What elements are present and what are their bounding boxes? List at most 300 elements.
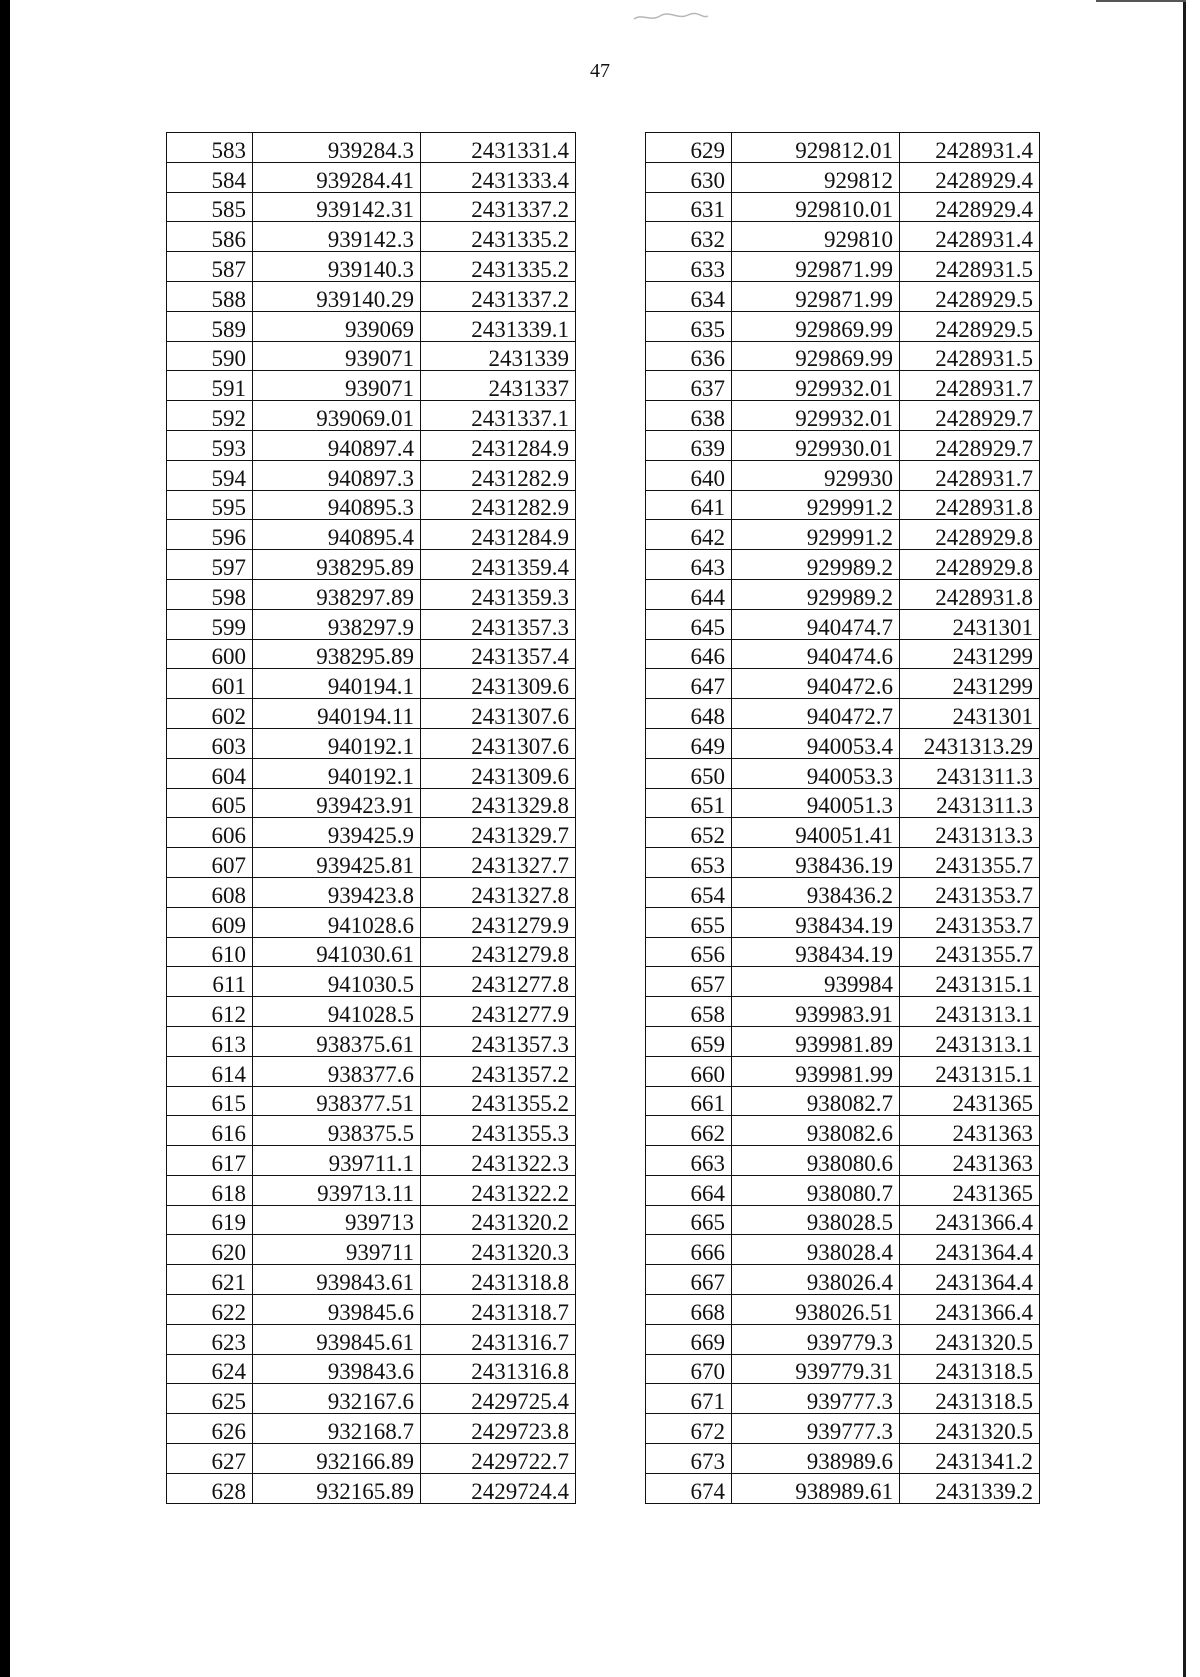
y-coordinate-cell: 2428931.5 xyxy=(900,341,1040,371)
table-row xyxy=(646,460,1040,490)
table-row xyxy=(646,490,1040,520)
y-coordinate-cell: 2431315.1 xyxy=(900,1056,1040,1086)
table-row xyxy=(167,430,576,460)
y-coordinate-cell: 2431322.3 xyxy=(421,1146,576,1176)
y-coordinate-cell: 2429722.7 xyxy=(421,1444,576,1474)
scan-edge-top xyxy=(1096,0,1186,2)
x-coordinate-cell: 932168.7 xyxy=(253,1414,421,1444)
y-coordinate-cell: 2431315.1 xyxy=(900,967,1040,997)
x-coordinate-cell: 940472.6 xyxy=(732,669,900,699)
x-coordinate-cell: 939071 xyxy=(253,341,421,371)
y-coordinate-cell: 2431320.2 xyxy=(421,1205,576,1235)
y-coordinate-cell: 2431339 xyxy=(421,341,576,371)
table-row xyxy=(167,579,576,609)
point-number-cell: 619 xyxy=(167,1205,253,1235)
table-row xyxy=(167,997,576,1027)
x-coordinate-cell: 939425.81 xyxy=(253,848,421,878)
table-row xyxy=(646,728,1040,758)
point-number-cell: 645 xyxy=(646,609,732,639)
point-number-cell: 595 xyxy=(167,490,253,520)
x-coordinate-cell: 939423.91 xyxy=(253,788,421,818)
x-coordinate-cell: 938434.19 xyxy=(732,907,900,937)
point-number-cell: 644 xyxy=(646,579,732,609)
point-number-cell: 670 xyxy=(646,1354,732,1384)
table-row xyxy=(167,1265,576,1295)
y-coordinate-cell: 2428929.7 xyxy=(900,401,1040,431)
y-coordinate-cell: 2428931.7 xyxy=(900,371,1040,401)
x-coordinate-cell: 939981.99 xyxy=(732,1056,900,1086)
table-row xyxy=(646,699,1040,729)
table-row xyxy=(646,341,1040,371)
point-number-cell: 610 xyxy=(167,937,253,967)
y-coordinate-cell: 2431299 xyxy=(900,639,1040,669)
table-row xyxy=(646,848,1040,878)
x-coordinate-cell: 940897.4 xyxy=(253,430,421,460)
y-coordinate-cell: 2431313.3 xyxy=(900,818,1040,848)
table-row xyxy=(167,1175,576,1205)
x-coordinate-cell: 929871.99 xyxy=(732,252,900,282)
point-number-cell: 622 xyxy=(167,1295,253,1325)
x-coordinate-cell: 940472.7 xyxy=(732,699,900,729)
point-number-cell: 627 xyxy=(167,1444,253,1474)
x-coordinate-cell: 938080.7 xyxy=(732,1175,900,1205)
y-coordinate-cell: 2431363 xyxy=(900,1146,1040,1176)
point-number-cell: 638 xyxy=(646,401,732,431)
point-number-cell: 626 xyxy=(167,1414,253,1444)
y-coordinate-cell: 2431355.2 xyxy=(421,1086,576,1116)
table-row xyxy=(646,192,1040,222)
y-coordinate-cell: 2431359.4 xyxy=(421,550,576,580)
x-coordinate-cell: 932165.89 xyxy=(253,1473,421,1503)
table-row xyxy=(646,788,1040,818)
point-number-cell: 606 xyxy=(167,818,253,848)
point-number-cell: 666 xyxy=(646,1235,732,1265)
y-coordinate-cell: 2428931.8 xyxy=(900,490,1040,520)
x-coordinate-cell: 939843.6 xyxy=(253,1354,421,1384)
table-row xyxy=(167,252,576,282)
point-number-cell: 635 xyxy=(646,311,732,341)
table-row xyxy=(167,1444,576,1474)
y-coordinate-cell: 2431309.6 xyxy=(421,669,576,699)
point-number-cell: 618 xyxy=(167,1175,253,1205)
point-number-cell: 648 xyxy=(646,699,732,729)
x-coordinate-cell: 939069.01 xyxy=(253,401,421,431)
table-row xyxy=(167,907,576,937)
point-number-cell: 599 xyxy=(167,609,253,639)
point-number-cell: 615 xyxy=(167,1086,253,1116)
scan-edge-left xyxy=(0,0,10,1677)
point-number-cell: 616 xyxy=(167,1116,253,1146)
x-coordinate-cell: 938082.7 xyxy=(732,1086,900,1116)
y-coordinate-cell: 2428931.7 xyxy=(900,460,1040,490)
point-number-cell: 628 xyxy=(167,1473,253,1503)
y-coordinate-cell: 2431333.4 xyxy=(421,162,576,192)
point-number-cell: 624 xyxy=(167,1354,253,1384)
y-coordinate-cell: 2431309.6 xyxy=(421,758,576,788)
x-coordinate-cell: 939069 xyxy=(253,311,421,341)
x-coordinate-cell: 940051.41 xyxy=(732,818,900,848)
table-row xyxy=(646,1295,1040,1325)
y-coordinate-cell: 2431353.7 xyxy=(900,877,1040,907)
y-coordinate-cell: 2431366.4 xyxy=(900,1295,1040,1325)
table-row xyxy=(646,907,1040,937)
point-number-cell: 587 xyxy=(167,252,253,282)
table-row xyxy=(646,1354,1040,1384)
table-row xyxy=(167,967,576,997)
y-coordinate-cell: 2431337 xyxy=(421,371,576,401)
scan-smudge-mark xyxy=(630,10,710,24)
table-row xyxy=(167,758,576,788)
table-row xyxy=(646,1205,1040,1235)
point-number-cell: 668 xyxy=(646,1295,732,1325)
point-number-cell: 598 xyxy=(167,579,253,609)
table-row xyxy=(167,133,576,163)
point-number-cell: 663 xyxy=(646,1146,732,1176)
point-number-cell: 602 xyxy=(167,699,253,729)
table-row xyxy=(167,937,576,967)
point-number-cell: 607 xyxy=(167,848,253,878)
page-number: 47 xyxy=(590,60,610,82)
x-coordinate-cell: 929869.99 xyxy=(732,311,900,341)
table-row xyxy=(646,609,1040,639)
point-number-cell: 637 xyxy=(646,371,732,401)
table-row xyxy=(646,222,1040,252)
y-coordinate-cell: 2428929.5 xyxy=(900,311,1040,341)
x-coordinate-cell: 939284.3 xyxy=(253,133,421,163)
point-number-cell: 586 xyxy=(167,222,253,252)
y-coordinate-cell: 2431357.3 xyxy=(421,609,576,639)
x-coordinate-cell: 938375.61 xyxy=(253,1026,421,1056)
y-coordinate-cell: 2431322.2 xyxy=(421,1175,576,1205)
table-row xyxy=(167,1354,576,1384)
y-coordinate-cell: 2431313.1 xyxy=(900,997,1040,1027)
x-coordinate-cell: 938377.6 xyxy=(253,1056,421,1086)
y-coordinate-cell: 2431316.8 xyxy=(421,1354,576,1384)
table-row xyxy=(646,311,1040,341)
y-coordinate-cell: 2429724.4 xyxy=(421,1473,576,1503)
y-coordinate-cell: 2431364.4 xyxy=(900,1265,1040,1295)
point-number-cell: 611 xyxy=(167,967,253,997)
x-coordinate-cell: 941030.61 xyxy=(253,937,421,967)
point-number-cell: 654 xyxy=(646,877,732,907)
point-number-cell: 600 xyxy=(167,639,253,669)
point-number-cell: 583 xyxy=(167,133,253,163)
x-coordinate-cell: 938434.19 xyxy=(732,937,900,967)
point-number-cell: 636 xyxy=(646,341,732,371)
x-coordinate-cell: 939071 xyxy=(253,371,421,401)
x-coordinate-cell: 939711.1 xyxy=(253,1146,421,1176)
y-coordinate-cell: 2431279.8 xyxy=(421,937,576,967)
point-number-cell: 596 xyxy=(167,520,253,550)
y-coordinate-cell: 2429725.4 xyxy=(421,1384,576,1414)
point-number-cell: 631 xyxy=(646,192,732,222)
table-row xyxy=(167,1146,576,1176)
x-coordinate-cell: 929930 xyxy=(732,460,900,490)
point-number-cell: 613 xyxy=(167,1026,253,1056)
table-row xyxy=(167,818,576,848)
x-coordinate-cell: 940474.7 xyxy=(732,609,900,639)
point-number-cell: 651 xyxy=(646,788,732,818)
y-coordinate-cell: 2431355.7 xyxy=(900,848,1040,878)
table-row xyxy=(646,758,1040,788)
y-coordinate-cell: 2431327.7 xyxy=(421,848,576,878)
x-coordinate-cell: 939284.41 xyxy=(253,162,421,192)
x-coordinate-cell: 940474.6 xyxy=(732,639,900,669)
y-coordinate-cell: 2428929.4 xyxy=(900,192,1040,222)
point-number-cell: 641 xyxy=(646,490,732,520)
table-row xyxy=(646,877,1040,907)
table-row xyxy=(646,1414,1040,1444)
x-coordinate-cell: 940192.1 xyxy=(253,728,421,758)
x-coordinate-cell: 939845.61 xyxy=(253,1324,421,1354)
x-coordinate-cell: 929812 xyxy=(732,162,900,192)
table-row xyxy=(167,281,576,311)
point-number-cell: 646 xyxy=(646,639,732,669)
y-coordinate-cell: 2428931.5 xyxy=(900,252,1040,282)
point-number-cell: 655 xyxy=(646,907,732,937)
x-coordinate-cell: 939845.6 xyxy=(253,1295,421,1325)
table-row xyxy=(167,1026,576,1056)
y-coordinate-cell: 2431341.2 xyxy=(900,1444,1040,1474)
x-coordinate-cell: 938377.51 xyxy=(253,1086,421,1116)
y-coordinate-cell: 2429723.8 xyxy=(421,1414,576,1444)
x-coordinate-cell: 939142.3 xyxy=(253,222,421,252)
x-coordinate-cell: 938989.6 xyxy=(732,1444,900,1474)
table-row xyxy=(167,162,576,192)
point-number-cell: 588 xyxy=(167,281,253,311)
x-coordinate-cell: 929989.2 xyxy=(732,579,900,609)
table-row xyxy=(646,1265,1040,1295)
table-row xyxy=(167,550,576,580)
x-coordinate-cell: 939981.89 xyxy=(732,1026,900,1056)
point-number-cell: 665 xyxy=(646,1205,732,1235)
y-coordinate-cell: 2431335.2 xyxy=(421,252,576,282)
y-coordinate-cell: 2431339.1 xyxy=(421,311,576,341)
point-number-cell: 625 xyxy=(167,1384,253,1414)
x-coordinate-cell: 939983.91 xyxy=(732,997,900,1027)
table-row xyxy=(167,609,576,639)
y-coordinate-cell: 2431327.8 xyxy=(421,877,576,907)
x-coordinate-cell: 939140.29 xyxy=(253,281,421,311)
table-row xyxy=(167,1324,576,1354)
x-coordinate-cell: 929871.99 xyxy=(732,281,900,311)
y-coordinate-cell: 2431357.3 xyxy=(421,1026,576,1056)
table-row xyxy=(167,669,576,699)
table-row xyxy=(167,1295,576,1325)
point-number-cell: 591 xyxy=(167,371,253,401)
point-number-cell: 652 xyxy=(646,818,732,848)
table-row xyxy=(646,1384,1040,1414)
x-coordinate-cell: 938028.5 xyxy=(732,1205,900,1235)
point-number-cell: 592 xyxy=(167,401,253,431)
y-coordinate-cell: 2431282.9 xyxy=(421,490,576,520)
table-row xyxy=(646,818,1040,848)
table-row xyxy=(167,311,576,341)
x-coordinate-cell: 929810 xyxy=(732,222,900,252)
y-coordinate-cell: 2428929.4 xyxy=(900,162,1040,192)
coordinates-table-left xyxy=(166,132,576,1504)
x-coordinate-cell: 940192.1 xyxy=(253,758,421,788)
x-coordinate-cell: 929932.01 xyxy=(732,401,900,431)
y-coordinate-cell: 2431313.1 xyxy=(900,1026,1040,1056)
y-coordinate-cell: 2431335.2 xyxy=(421,222,576,252)
table-row xyxy=(646,1175,1040,1205)
x-coordinate-cell: 940895.4 xyxy=(253,520,421,550)
x-coordinate-cell: 939142.31 xyxy=(253,192,421,222)
table-row xyxy=(646,281,1040,311)
y-coordinate-cell: 2431359.3 xyxy=(421,579,576,609)
point-number-cell: 658 xyxy=(646,997,732,1027)
table-row xyxy=(646,252,1040,282)
table-row xyxy=(646,579,1040,609)
table-row xyxy=(646,401,1040,431)
y-coordinate-cell: 2431318.7 xyxy=(421,1295,576,1325)
table-row xyxy=(167,639,576,669)
y-coordinate-cell: 2431364.4 xyxy=(900,1235,1040,1265)
coordinates-table-right xyxy=(645,132,1040,1504)
scan-edge-right xyxy=(1183,0,1186,1677)
y-coordinate-cell: 2431318.8 xyxy=(421,1265,576,1295)
x-coordinate-cell: 929991.2 xyxy=(732,490,900,520)
x-coordinate-cell: 938295.89 xyxy=(253,639,421,669)
point-number-cell: 614 xyxy=(167,1056,253,1086)
point-number-cell: 603 xyxy=(167,728,253,758)
table-row xyxy=(646,133,1040,163)
y-coordinate-cell: 2428929.8 xyxy=(900,520,1040,550)
x-coordinate-cell: 938436.2 xyxy=(732,877,900,907)
x-coordinate-cell: 938028.4 xyxy=(732,1235,900,1265)
point-number-cell: 630 xyxy=(646,162,732,192)
y-coordinate-cell: 2431311.3 xyxy=(900,788,1040,818)
point-number-cell: 632 xyxy=(646,222,732,252)
point-number-cell: 621 xyxy=(167,1265,253,1295)
x-coordinate-cell: 929989.2 xyxy=(732,550,900,580)
point-number-cell: 601 xyxy=(167,669,253,699)
table-row xyxy=(167,848,576,878)
point-number-cell: 594 xyxy=(167,460,253,490)
y-coordinate-cell: 2431313.29 xyxy=(900,728,1040,758)
y-coordinate-cell: 2431337.2 xyxy=(421,281,576,311)
y-coordinate-cell: 2431357.2 xyxy=(421,1056,576,1086)
x-coordinate-cell: 940053.4 xyxy=(732,728,900,758)
x-coordinate-cell: 929810.01 xyxy=(732,192,900,222)
point-number-cell: 584 xyxy=(167,162,253,192)
y-coordinate-cell: 2431365 xyxy=(900,1086,1040,1116)
point-number-cell: 672 xyxy=(646,1414,732,1444)
y-coordinate-cell: 2431301 xyxy=(900,609,1040,639)
x-coordinate-cell: 940051.3 xyxy=(732,788,900,818)
table-row xyxy=(167,460,576,490)
x-coordinate-cell: 938295.89 xyxy=(253,550,421,580)
point-number-cell: 617 xyxy=(167,1146,253,1176)
x-coordinate-cell: 929812.01 xyxy=(732,133,900,163)
y-coordinate-cell: 2431307.6 xyxy=(421,699,576,729)
y-coordinate-cell: 2428931.4 xyxy=(900,222,1040,252)
table-row xyxy=(167,341,576,371)
y-coordinate-cell: 2431329.7 xyxy=(421,818,576,848)
y-coordinate-cell: 2431277.8 xyxy=(421,967,576,997)
x-coordinate-cell: 939779.3 xyxy=(732,1324,900,1354)
table-row xyxy=(646,1086,1040,1116)
y-coordinate-cell: 2431337.2 xyxy=(421,192,576,222)
point-number-cell: 649 xyxy=(646,728,732,758)
point-number-cell: 659 xyxy=(646,1026,732,1056)
table-row xyxy=(167,1086,576,1116)
y-coordinate-cell: 2431353.7 xyxy=(900,907,1040,937)
point-number-cell: 669 xyxy=(646,1324,732,1354)
y-coordinate-cell: 2431355.3 xyxy=(421,1116,576,1146)
table-row xyxy=(167,1235,576,1265)
x-coordinate-cell: 938026.4 xyxy=(732,1265,900,1295)
y-coordinate-cell: 2431320.5 xyxy=(900,1414,1040,1444)
table-row xyxy=(167,222,576,252)
table-row xyxy=(646,430,1040,460)
x-coordinate-cell: 929869.99 xyxy=(732,341,900,371)
x-coordinate-cell: 939423.8 xyxy=(253,877,421,907)
y-coordinate-cell: 2431316.7 xyxy=(421,1324,576,1354)
table-row xyxy=(646,669,1040,699)
y-coordinate-cell: 2431301 xyxy=(900,699,1040,729)
y-coordinate-cell: 2428931.4 xyxy=(900,133,1040,163)
x-coordinate-cell: 939777.3 xyxy=(732,1384,900,1414)
y-coordinate-cell: 2428929.8 xyxy=(900,550,1040,580)
point-number-cell: 653 xyxy=(646,848,732,878)
x-coordinate-cell: 941028.6 xyxy=(253,907,421,937)
point-number-cell: 647 xyxy=(646,669,732,699)
point-number-cell: 664 xyxy=(646,1175,732,1205)
y-coordinate-cell: 2431284.9 xyxy=(421,520,576,550)
x-coordinate-cell: 929991.2 xyxy=(732,520,900,550)
table-row xyxy=(167,401,576,431)
table-row xyxy=(167,1473,576,1503)
x-coordinate-cell: 940194.11 xyxy=(253,699,421,729)
x-coordinate-cell: 938026.51 xyxy=(732,1295,900,1325)
table-row xyxy=(646,162,1040,192)
point-number-cell: 674 xyxy=(646,1473,732,1503)
y-coordinate-cell: 2431339.2 xyxy=(900,1473,1040,1503)
point-number-cell: 650 xyxy=(646,758,732,788)
table-row xyxy=(646,937,1040,967)
table-row xyxy=(646,997,1040,1027)
y-coordinate-cell: 2431355.7 xyxy=(900,937,1040,967)
table-row xyxy=(167,520,576,550)
point-number-cell: 660 xyxy=(646,1056,732,1086)
y-coordinate-cell: 2431284.9 xyxy=(421,430,576,460)
y-coordinate-cell: 2431320.3 xyxy=(421,1235,576,1265)
x-coordinate-cell: 939140.3 xyxy=(253,252,421,282)
point-number-cell: 640 xyxy=(646,460,732,490)
point-number-cell: 656 xyxy=(646,937,732,967)
point-number-cell: 605 xyxy=(167,788,253,818)
table-row xyxy=(646,1056,1040,1086)
y-coordinate-cell: 2431318.5 xyxy=(900,1384,1040,1414)
x-coordinate-cell: 939711 xyxy=(253,1235,421,1265)
table-row xyxy=(167,1384,576,1414)
point-number-cell: 585 xyxy=(167,192,253,222)
x-coordinate-cell: 939779.31 xyxy=(732,1354,900,1384)
x-coordinate-cell: 940897.3 xyxy=(253,460,421,490)
table-row xyxy=(646,639,1040,669)
point-number-cell: 633 xyxy=(646,252,732,282)
point-number-cell: 593 xyxy=(167,430,253,460)
x-coordinate-cell: 940053.3 xyxy=(732,758,900,788)
point-number-cell: 643 xyxy=(646,550,732,580)
y-coordinate-cell: 2431329.8 xyxy=(421,788,576,818)
table-row xyxy=(167,192,576,222)
y-coordinate-cell: 2431331.4 xyxy=(421,133,576,163)
point-number-cell: 661 xyxy=(646,1086,732,1116)
table-body-right xyxy=(646,133,1040,1504)
